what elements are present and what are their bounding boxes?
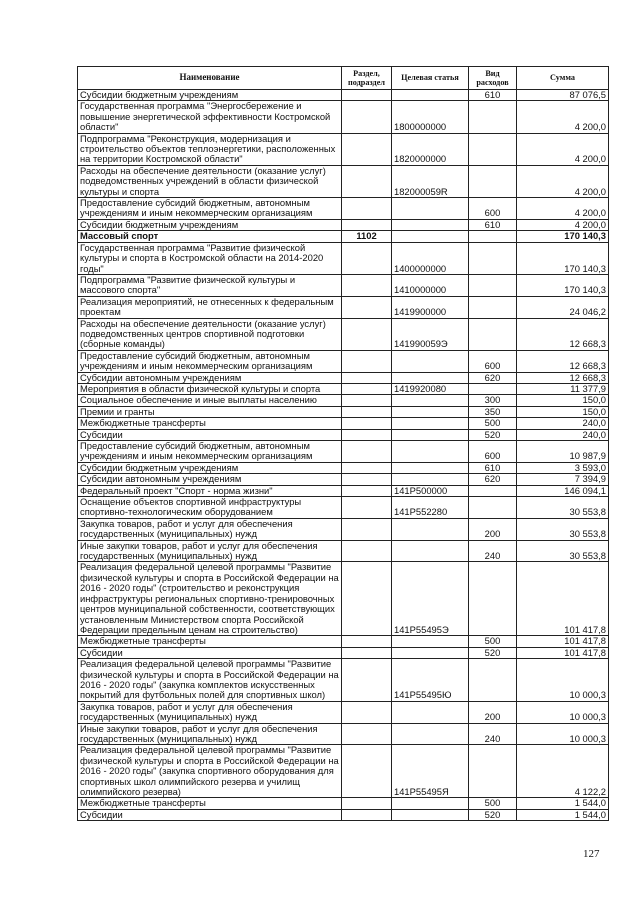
row-statya-cell [392,798,469,809]
row-razdel-cell [342,318,392,350]
row-statya-cell [392,441,469,463]
row-statya-cell [392,395,469,406]
row-razdel-cell [342,372,392,383]
table-row [78,296,609,318]
table-row [78,474,609,485]
row-statya-cell: 1800000000 [392,101,469,133]
header-statya: Целевая статья [392,67,469,90]
table-row [78,90,609,101]
row-razdel-cell [342,723,392,745]
budget-table [77,66,609,821]
table-row [78,101,609,133]
row-sum-cell: 4 122,2 [517,745,609,798]
table-row [78,462,609,473]
row-vid-cell: 520 [469,809,517,820]
row-name-cell: Социальное обеспечение и иные выплаты населению [78,395,342,406]
row-statya-cell: 1410000000 [392,274,469,296]
row-vid-cell: 200 [469,518,517,540]
row-name-cell: Массовый спорт [78,231,342,242]
row-vid-cell: 240 [469,540,517,562]
row-vid-cell [469,485,517,496]
row-statya-cell [392,647,469,658]
row-razdel-cell [342,518,392,540]
row-sum-cell: 7 394,9 [517,474,609,485]
table-row [78,133,609,165]
row-sum-cell: 30 553,8 [517,518,609,540]
row-statya-cell [392,231,469,242]
row-sum-cell: 146 094,1 [517,485,609,496]
row-razdel-cell [342,101,392,133]
row-sum-cell: 3 593,0 [517,462,609,473]
row-vid-cell [469,745,517,798]
row-vid-cell [469,133,517,165]
row-sum-cell: 240,0 [517,418,609,429]
table-row [78,745,609,798]
row-vid-cell: 600 [469,350,517,372]
row-vid-cell [469,296,517,318]
row-name-cell: Межбюджетные трансферты [78,418,342,429]
row-razdel-cell [342,701,392,723]
table-row [78,798,609,809]
row-statya-cell [392,372,469,383]
row-statya-cell: 1419900000 [392,296,469,318]
row-razdel-cell [342,395,392,406]
row-sum-cell: 12 668,3 [517,372,609,383]
table-row [78,198,609,220]
row-statya-cell: 1419920080 [392,383,469,394]
row-sum-cell: 10 000,3 [517,723,609,745]
row-vid-cell [469,274,517,296]
row-sum-cell: 4 200,0 [517,101,609,133]
header-sum: Сумма [517,67,609,90]
row-statya-cell [392,540,469,562]
table-row [78,518,609,540]
table-row [78,485,609,496]
row-statya-cell [392,418,469,429]
table-row [78,372,609,383]
row-sum-cell: 12 668,3 [517,318,609,350]
table-row [78,383,609,394]
row-statya-cell [392,90,469,101]
table-row [78,395,609,406]
row-razdel-cell [342,485,392,496]
row-razdel-cell [342,242,392,274]
row-razdel-cell [342,165,392,197]
row-sum-cell: 150,0 [517,395,609,406]
row-statya-cell: 141P55495Э [392,562,469,636]
row-vid-cell: 600 [469,441,517,463]
row-razdel-cell [342,383,392,394]
row-vid-cell: 500 [469,798,517,809]
row-statya-cell [392,474,469,485]
table-row [78,809,609,820]
row-statya-cell [392,723,469,745]
row-sum-cell: 101 417,8 [517,562,609,636]
row-razdel-cell [342,659,392,702]
row-name-cell: Субсидии [78,647,342,658]
row-statya-cell: 141P552280 [392,497,469,519]
table-row [78,274,609,296]
row-vid-cell [469,318,517,350]
row-name-cell: Иные закупки товаров, работ и услуг для обеспечения государственных (муниципальных) нужд [78,723,342,745]
row-name-cell: Государственная программа "Развитие физической культуры и спорта в Костромской области на 2014-2020 годы" [78,242,342,274]
row-name-cell: Предоставление субсидий бюджетным, автономным учреждениям и иным некоммерческим организациям [78,350,342,372]
row-razdel-cell [342,562,392,636]
row-name-cell: Закупка товаров, работ и услуг для обеспечения государственных (муниципальных) нужд [78,701,342,723]
table-body [78,90,609,821]
row-razdel-cell [342,198,392,220]
header-row [78,67,609,90]
row-sum-cell: 87 076,5 [517,90,609,101]
row-statya-cell [392,219,469,230]
row-vid-cell [469,101,517,133]
row-name-cell: Реализация федеральной целевой программы "Развитие физической культуры и спорта в Российской Федерации на 2016 - 2020 годы" (строительство и реконструкция инфраструктуры региональных спортивно-тренировочных центров муниципальной собственности, соответствующих установленным Министерством спорта Российской Федерации предельным ценам на строительство) [78,562,342,636]
row-razdel-cell [342,474,392,485]
row-name-cell: Государственная программа "Энергосбережение и повышение энергетической эффективности Костромской области" [78,101,342,133]
row-sum-cell: 10 987,9 [517,441,609,463]
row-vid-cell: 610 [469,462,517,473]
row-vid-cell: 620 [469,474,517,485]
row-vid-cell: 500 [469,636,517,647]
row-statya-cell: 1820000000 [392,133,469,165]
row-name-cell: Предоставление субсидий бюджетным, автономным учреждениям и иным некоммерческим организациям [78,441,342,463]
row-name-cell: Оснащение объектов спортивной инфраструктуры спортивно-технологическим оборудованием [78,497,342,519]
row-sum-cell: 4 200,0 [517,165,609,197]
row-name-cell: Субсидии бюджетным учреждениям [78,219,342,230]
row-razdel-cell [342,462,392,473]
row-statya-cell [392,429,469,440]
table-row [78,350,609,372]
row-name-cell: Подпрограмма "Развитие физической культуры и массового спорта" [78,274,342,296]
row-vid-cell [469,165,517,197]
row-name-cell: Предоставление субсидий бюджетным, автономным учреждениям и иным некоммерческим организациям [78,198,342,220]
row-sum-cell: 170 140,3 [517,242,609,274]
row-statya-cell [392,701,469,723]
row-name-cell: Межбюджетные трансферты [78,798,342,809]
row-statya-cell [392,636,469,647]
row-sum-cell: 10 000,3 [517,659,609,702]
row-razdel-cell [342,133,392,165]
row-razdel-cell [342,219,392,230]
row-sum-cell: 1 544,0 [517,798,609,809]
row-name-cell: Реализация федеральной целевой программы "Развитие физической культуры и спорта в Российской Федерации на 2016 - 2020 годы" (закупка комплектов искусственных покрытий для футбольных полей для спортивных школ) [78,659,342,702]
row-name-cell: Межбюджетные трансферты [78,636,342,647]
row-sum-cell: 240,0 [517,429,609,440]
table-row [78,441,609,463]
table-row [78,406,609,417]
table-row [78,418,609,429]
row-sum-cell: 150,0 [517,406,609,417]
table-row [78,219,609,230]
row-statya-cell [392,406,469,417]
row-statya-cell [392,350,469,372]
row-sum-cell: 101 417,8 [517,636,609,647]
table-row [78,429,609,440]
row-name-cell: Подпрограмма "Реконструкция, модернизация и строительство объектов теплоэнергетики, расположенных на территории Костромской области" [78,133,342,165]
row-vid-cell: 520 [469,429,517,440]
row-vid-cell [469,242,517,274]
row-sum-cell: 24 046,2 [517,296,609,318]
row-statya-cell [392,518,469,540]
row-statya-cell: 1400000000 [392,242,469,274]
row-vid-cell: 500 [469,418,517,429]
table-row [78,242,609,274]
row-sum-cell: 30 553,8 [517,497,609,519]
row-name-cell: Субсидии бюджетным учреждениям [78,462,342,473]
header-name: Наименование [78,67,342,90]
row-vid-cell: 620 [469,372,517,383]
row-vid-cell [469,231,517,242]
table-row [78,723,609,745]
row-vid-cell: 350 [469,406,517,417]
row-statya-cell [392,809,469,820]
header-vid: Вид расходов [469,67,517,90]
row-name-cell: Субсидии бюджетным учреждениям [78,90,342,101]
row-razdel-cell [342,406,392,417]
table-header [78,67,609,90]
row-sum-cell: 12 668,3 [517,350,609,372]
row-vid-cell: 610 [469,219,517,230]
row-razdel-cell [342,296,392,318]
row-sum-cell: 170 140,3 [517,274,609,296]
row-sum-cell: 170 140,3 [517,231,609,242]
row-sum-cell: 4 200,0 [517,198,609,220]
row-vid-cell: 600 [469,198,517,220]
row-name-cell: Субсидии автономным учреждениям [78,474,342,485]
row-vid-cell: 520 [469,647,517,658]
row-vid-cell [469,497,517,519]
page-number: 127 [583,848,600,860]
row-razdel-cell [342,497,392,519]
row-name-cell: Расходы на обеспечение деятельности (оказание услуг) подведомственных учреждений в области физической культуры и спорта [78,165,342,197]
row-razdel-cell [342,809,392,820]
row-vid-cell: 610 [469,90,517,101]
row-vid-cell: 200 [469,701,517,723]
table-row [78,636,609,647]
row-name-cell: Субсидии автономным учреждениям [78,372,342,383]
row-sum-cell: 30 553,8 [517,540,609,562]
table-row [78,562,609,636]
row-name-cell: Субсидии [78,809,342,820]
row-vid-cell [469,659,517,702]
row-name-cell: Расходы на обеспечение деятельности (оказание услуг) подведомственных центров спортивной подготовки (сборные команды) [78,318,342,350]
row-sum-cell: 101 417,8 [517,647,609,658]
row-name-cell: Иные закупки товаров, работ и услуг для обеспечения государственных (муниципальных) нужд [78,540,342,562]
row-statya-cell [392,462,469,473]
row-razdel-cell [342,418,392,429]
row-name-cell: Закупка товаров, работ и услуг для обеспечения государственных (муниципальных) нужд [78,518,342,540]
row-name-cell: Мероприятия в области физической культуры и спорта [78,383,342,394]
row-razdel-cell [342,798,392,809]
row-statya-cell: 141990059Э [392,318,469,350]
row-sum-cell: 4 200,0 [517,133,609,165]
row-vid-cell [469,562,517,636]
row-statya-cell: 141P55495Ю [392,659,469,702]
row-razdel-cell: 1102 [342,231,392,242]
row-name-cell: Премии и гранты [78,406,342,417]
row-razdel-cell [342,745,392,798]
row-razdel-cell [342,441,392,463]
row-name-cell: Реализация мероприятий, не отнесенных к федеральным проектам [78,296,342,318]
row-name-cell: Субсидии [78,429,342,440]
row-razdel-cell [342,647,392,658]
row-razdel-cell [342,429,392,440]
header-razdel: Раздел, подраздел [342,67,392,90]
table-row [78,231,609,242]
row-sum-cell: 4 200,0 [517,219,609,230]
table-row [78,701,609,723]
row-statya-cell: 141P55495Я [392,745,469,798]
row-razdel-cell [342,540,392,562]
row-statya-cell: 182000059R [392,165,469,197]
table-row [78,647,609,658]
table-row [78,540,609,562]
row-vid-cell [469,383,517,394]
row-name-cell: Реализация федеральной целевой программы "Развитие физической культуры и спорта в Российской Федерации на 2016 - 2020 годы" (закупка спортивного оборудования для спортивных школ олимпийского резерва и училищ олимпийского резерва) [78,745,342,798]
row-razdel-cell [342,350,392,372]
row-vid-cell: 240 [469,723,517,745]
row-sum-cell: 1 544,0 [517,809,609,820]
table-row [78,318,609,350]
row-statya-cell: 141P500000 [392,485,469,496]
row-statya-cell [392,198,469,220]
table-row [78,659,609,702]
row-razdel-cell [342,636,392,647]
table-row [78,497,609,519]
row-vid-cell: 300 [469,395,517,406]
row-name-cell: Федеральный проект "Спорт - норма жизни" [78,485,342,496]
row-razdel-cell [342,274,392,296]
row-sum-cell: 10 000,3 [517,701,609,723]
table-row [78,165,609,197]
row-sum-cell: 11 377,9 [517,383,609,394]
row-razdel-cell [342,90,392,101]
